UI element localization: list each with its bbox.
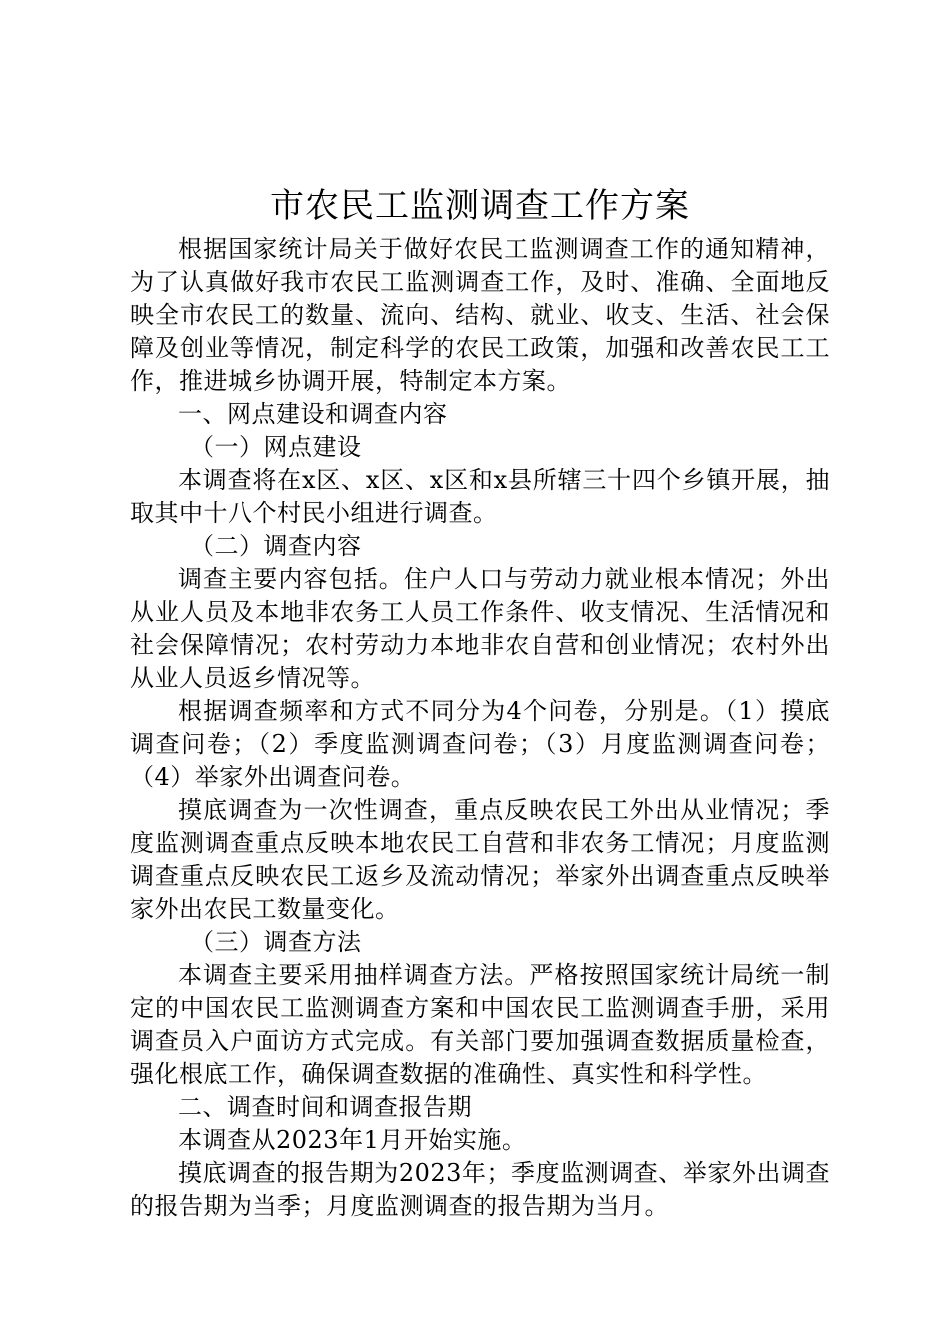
paragraph-start-date: 本调查从2023年1月开始实施。 — [178, 1126, 527, 1154]
paragraph-questionnaires: 根据调查频率和方式不同分为4个问卷，分别是。（1）摸底调查问卷；（2）季度监测调查问卷；（3）月度监测调查问卷；（4）举家外出调查问卷。 — [130, 697, 830, 791]
subsection-heading-1-1: （一）网点建设 — [190, 433, 362, 461]
document-page — [130, 183, 830, 1223]
section-heading-1: 一、网点建设和调查内容 — [178, 400, 448, 428]
intro-paragraph: 根据国家统计局关于做好农民工监测调查工作的通知精神，为了认真做好我市农民工监测调查工作，及时、准确、全面地反映全市农民工的数量、流向、结构、就业、收支、生活、社会保障及创业等情况，制定科学的农民工政策，加强和改善农民工工作，推进城乡协调开展，特制定本方案。 — [130, 235, 830, 395]
subsection-heading-1-3: （三）调查方法 — [190, 928, 362, 956]
paragraph-survey-focus: 摸底调查为一次性调查，重点反映农民工外出从业情况；季度监测调查重点反映本地农民工自营和非农务工情况；月度监测调查重点反映农民工返乡及流动情况；举家外出调查重点反映举家外出农民工数量变化。 — [130, 796, 830, 923]
paragraph-report-period: 摸底调查的报告期为2023年；季度监测调查、举家外出调查的报告期为当季；月度监测调查的报告期为当月。 — [130, 1159, 830, 1220]
paragraph-method: 本调查主要采用抽样调查方法。严格按照国家统计局统一制定的中国农民工监测调查方案和中国农民工监测调查手册，采用调查员入户面访方式完成。有关部门要加强调查数据质量检查，强化根底工作，确保调查数据的准确性、真实性和科学性。 — [130, 961, 830, 1088]
paragraph-content: 调查主要内容包括。住户人口与劳动力就业根本情况；外出从业人员及本地非农务工人员工作条件、收支情况、生活情况和社会保障情况；农村劳动力本地非农自营和创业情况；农村外出从业人员返乡情况等。 — [130, 565, 830, 692]
section-heading-2: 二、调查时间和调查报告期 — [178, 1093, 472, 1121]
paragraph-network: 本调查将在x区、x区、x区和x县所辖三十四个乡镇开展，抽取其中十八个村民小组进行调查。 — [130, 466, 830, 527]
document-title: 市农民工监测调查工作方案 — [270, 186, 690, 226]
subsection-heading-1-2: （二）调查内容 — [190, 532, 362, 560]
